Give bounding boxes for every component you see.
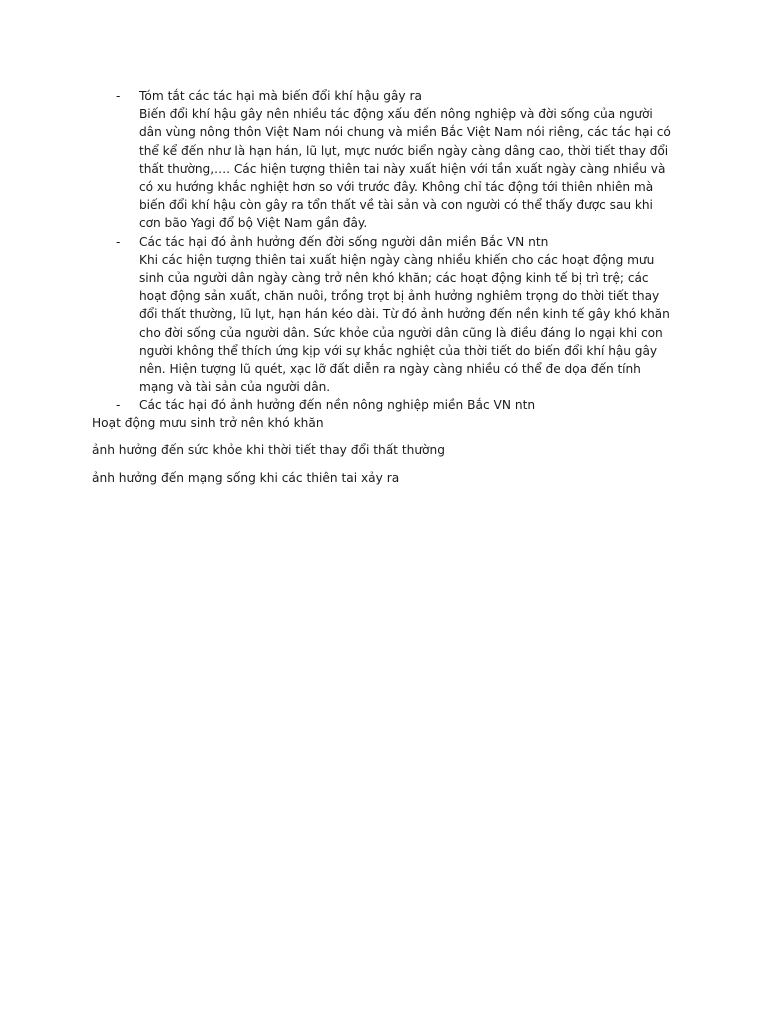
bullet-body — [139, 396, 676, 414]
bullet-heading: Các tác hại đó ảnh hưởng đến đời sống người dân miền Bắc VN ntn — [139, 234, 549, 249]
bullet-item-agriculture — [116, 396, 676, 414]
bullet-body — [139, 87, 676, 233]
bullet-paragraph: Biến đổi khí hậu gây nên nhiều tác động xấu đến nông nghiệp và đời sống của người dân vùng nông thôn Việt Nam nói chung và miền Bắc Việt Nam nói riêng, các tác hại có thể kể đến như là hạn hán, lũ lụt, mực nước biển ngày càng dâng cao, thời tiết thay đổi thất thường,…. Các hiện tượng thiên tai này xuất hiện với tần xuất ngày càng nhiều và có xu hướng khắc nghiệt hơn so với trước đây. Không chỉ tác động tới thiên nhiên mà biến đổi khí hậu còn gây ra tổn thất về tài sản và con người có thể thấy được sau khi cơn bão Yagi đổ bộ Việt Nam gần đây. — [139, 107, 671, 231]
note-line-livelihood: Hoạt động mưu sinh trở nên khó khăn — [92, 416, 324, 430]
bullet-dash: - — [116, 89, 121, 103]
bullet-heading: Tóm tắt các tác hại mà biến đổi khí hậu gây ra — [139, 89, 422, 103]
bullet-dash: - — [116, 398, 121, 413]
bullet-heading: Các tác hại đó ảnh hưởng đến nền nông nghiệp miền Bắc VN ntn — [139, 398, 536, 413]
bullet-item-daily-life — [116, 233, 676, 397]
note-line-health: ảnh hưởng đến sức khỏe khi thời tiết thay đổi thất thường — [92, 443, 445, 457]
bullet-item-summary — [116, 87, 676, 233]
bullet-body — [139, 233, 676, 397]
bullet-list — [116, 87, 676, 415]
bullet-dash: - — [116, 234, 121, 249]
note-line-life: ảnh hưởng đến mạng sống khi các thiên tai xảy ra — [92, 471, 400, 485]
bullet-paragraph: Khi các hiện tượng thiên tai xuất hiện ngày càng nhiều khiến cho các hoạt động mưu sinh của người dân ngày càng trở nên khó khăn; các hoạt động kinh tế bị trì trệ; các hoạt động sản xuất, chăn nuôi, trồng trọt bị ảnh hưởng nghiêm trọng do thời tiết thay đổi thất thường, lũ lụt, hạn hán kéo dài. Từ đó ảnh hưởng đến nền kinh tế gây khó khăn cho đời sống của người dân. Sức khỏe của người dân cũng là điều đáng lo ngại khi con người không thể thích ứng kịp với sự khắc nghiệt của thời tiết do biến đổi khí hậu gây nên. Hiện tượng lũ quét, xạc lỡ đất diễn ra ngày càng nhiều có thể đe dọa đến tính mạng và tài sản của người dân. — [139, 252, 670, 395]
